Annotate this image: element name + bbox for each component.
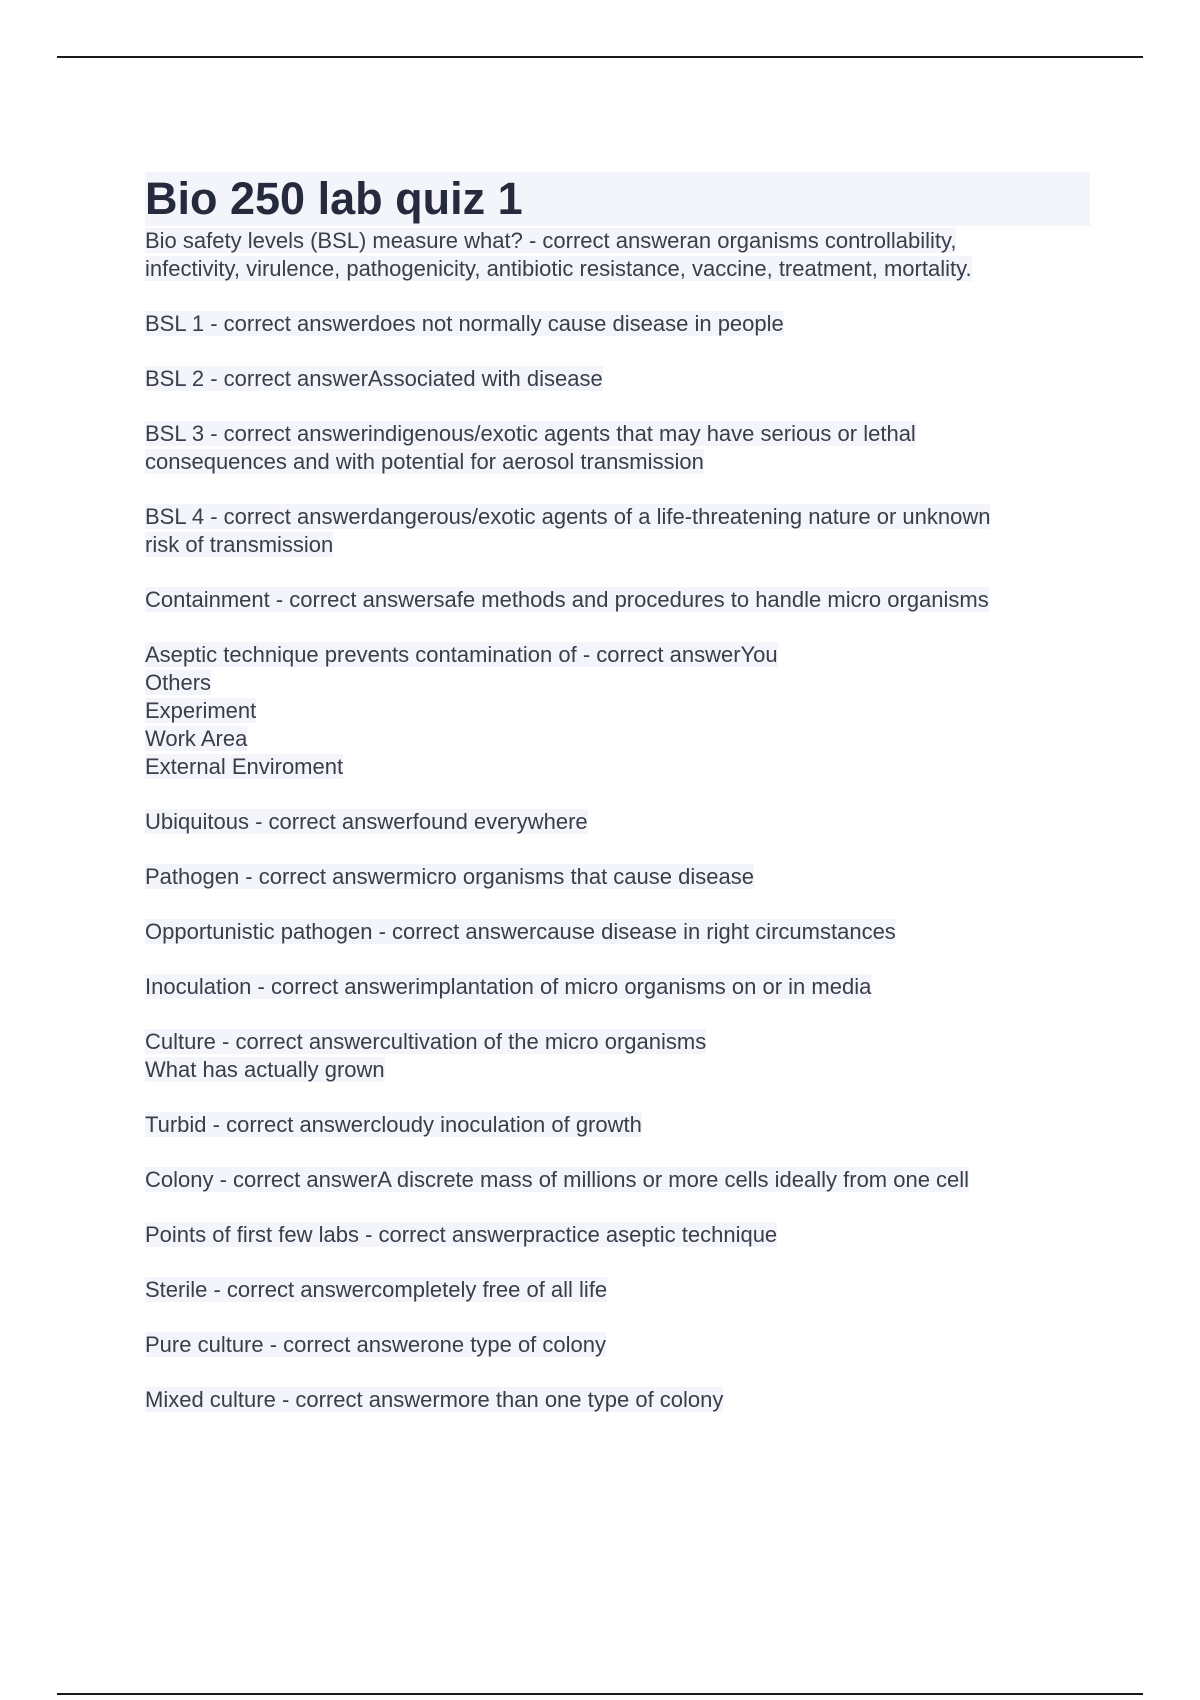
- flashcard-entry: [145, 227, 1090, 283]
- entry-text: BSL 3 - correct answerindigenous/exotic agents that may have serious or lethal: [145, 421, 916, 446]
- entry-line: [145, 1166, 1090, 1194]
- entry-text: Experiment: [145, 698, 257, 723]
- entry-line: [145, 448, 1090, 476]
- entry-text: Colony - correct answerA discrete mass of millions or more cells ideally from one cell: [145, 1167, 970, 1192]
- entry-line: [145, 808, 1090, 836]
- entry-text: BSL 4 - correct answerdangerous/exotic agents of a life-threatening nature or unknown: [145, 504, 991, 529]
- entry-line: [145, 669, 1090, 697]
- flashcard-entry: [145, 365, 1090, 393]
- entry-line: [145, 753, 1090, 781]
- entry-line: [145, 1111, 1090, 1139]
- flashcard-entry: [145, 863, 1090, 891]
- flashcard-entry: [145, 641, 1090, 781]
- entry-text: Containment - correct answersafe methods and procedures to handle micro organisms: [145, 587, 989, 612]
- entry-text: Work Area: [145, 726, 248, 751]
- flashcard-entry: [145, 973, 1090, 1001]
- entry-line: [145, 1386, 1090, 1414]
- flashcard-entry: [145, 310, 1090, 338]
- flashcard-entry: [145, 1111, 1090, 1139]
- entry-line: [145, 725, 1090, 753]
- entry-text: Pathogen - correct answermicro organisms that cause disease: [145, 864, 754, 889]
- flashcard-entry: [145, 1221, 1090, 1249]
- entry-text: Ubiquitous - correct answerfound everywhere: [145, 809, 588, 834]
- flashcard-entry: [145, 1276, 1090, 1304]
- entry-text: Bio safety levels (BSL) measure what? - correct answeran organisms controllability,: [145, 228, 957, 253]
- flashcard-list: [145, 227, 1090, 1414]
- entry-text: Sterile - correct answercompletely free of all life: [145, 1277, 608, 1302]
- entry-line: [145, 1028, 1090, 1056]
- entry-line: [145, 503, 1090, 531]
- entry-text: risk of transmission: [145, 532, 334, 557]
- flashcard-entry: [145, 503, 1090, 559]
- entry-text: Pure culture - correct answerone type of colony: [145, 1332, 607, 1357]
- entry-text: Culture - correct answercultivation of the micro organisms: [145, 1029, 707, 1054]
- entry-text: Points of first few labs - correct answerpractice aseptic technique: [145, 1222, 778, 1247]
- entry-line: [145, 1276, 1090, 1304]
- flashcard-entry: [145, 586, 1090, 614]
- entry-text: infectivity, virulence, pathogenicity, antibiotic resistance, vaccine, treatment, mortality.: [145, 256, 972, 281]
- entry-line: [145, 310, 1090, 338]
- entry-text: BSL 2 - correct answerAssociated with disease: [145, 366, 603, 391]
- entry-text: Turbid - correct answercloudy inoculation of growth: [145, 1112, 642, 1137]
- entry-text: Opportunistic pathogen - correct answercause disease in right circumstances: [145, 919, 896, 944]
- flashcard-entry: [145, 1386, 1090, 1414]
- entry-line: [145, 697, 1090, 725]
- entry-line: [145, 420, 1090, 448]
- entry-line: [145, 641, 1090, 669]
- entry-text: Mixed culture - correct answermore than one type of colony: [145, 1387, 724, 1412]
- flashcard-entry: [145, 1331, 1090, 1359]
- header-rule: [57, 56, 1143, 58]
- entry-text: Inoculation - correct answerimplantation of micro organisms on or in media: [145, 974, 872, 999]
- entry-line: [145, 1221, 1090, 1249]
- entry-line: [145, 1331, 1090, 1359]
- entry-text: Others: [145, 670, 212, 695]
- flashcard-entry: [145, 808, 1090, 836]
- entry-line: [145, 365, 1090, 393]
- entry-line: [145, 227, 1090, 255]
- document-body: [145, 172, 1090, 1441]
- entry-line: [145, 1056, 1090, 1084]
- flashcard-entry: [145, 918, 1090, 946]
- flashcard-entry: [145, 1166, 1090, 1194]
- entry-line: [145, 918, 1090, 946]
- entry-line: [145, 973, 1090, 1001]
- entry-text: External Enviroment: [145, 754, 344, 779]
- entry-line: [145, 863, 1090, 891]
- entry-text: What has actually grown: [145, 1057, 385, 1082]
- entry-line: [145, 586, 1090, 614]
- flashcard-entry: [145, 1028, 1090, 1084]
- flashcard-entry: [145, 420, 1090, 476]
- entry-line: [145, 531, 1090, 559]
- document-title: Bio 250 lab quiz 1: [145, 172, 1090, 226]
- entry-text: Aseptic technique prevents contamination of - correct answerYou: [145, 642, 778, 667]
- entry-line: [145, 255, 1090, 283]
- entry-text: consequences and with potential for aerosol transmission: [145, 449, 704, 474]
- entry-text: BSL 1 - correct answerdoes not normally cause disease in people: [145, 311, 784, 336]
- footer-rule: [57, 1693, 1143, 1695]
